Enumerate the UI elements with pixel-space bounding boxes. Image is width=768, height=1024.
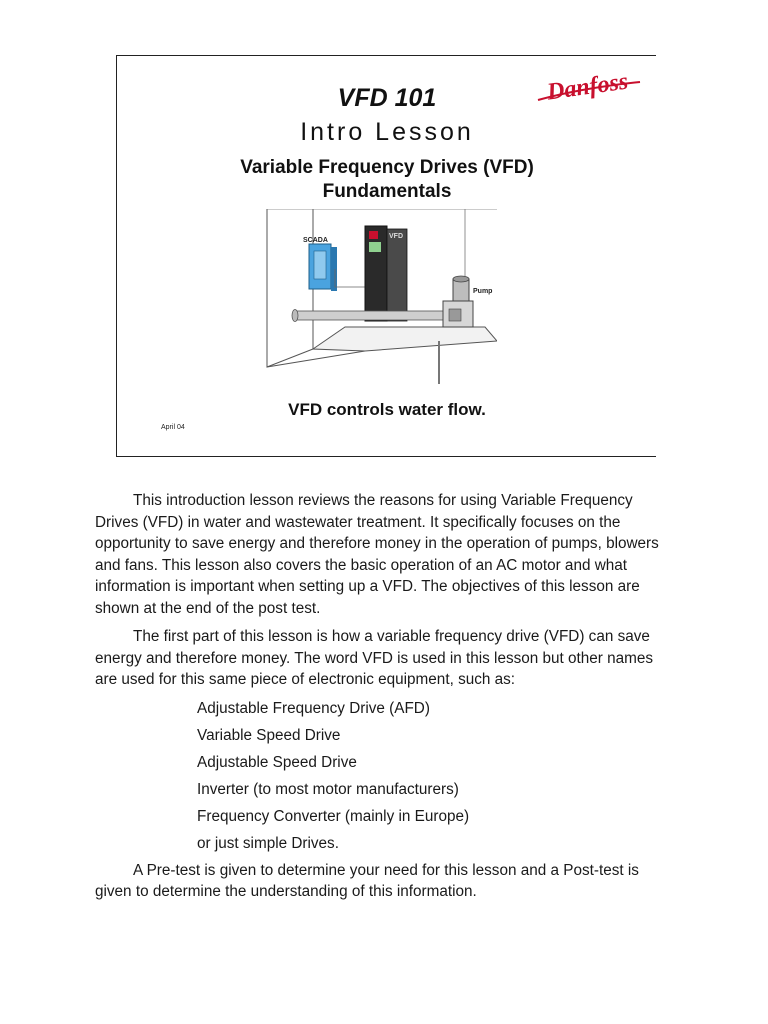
scada-label: SCADA <box>303 237 328 244</box>
list-item: Frequency Converter (mainly in Europe) <box>197 807 470 825</box>
pump <box>443 276 492 327</box>
scada-cabinet <box>303 237 337 291</box>
slide-caption: VFD controls water flow. <box>288 400 486 419</box>
vfd-cabinet <box>365 226 407 321</box>
list-item: Variable Speed Drive <box>197 726 341 744</box>
slide-heading-line1: Variable Frequency Drives (VFD) <box>240 157 534 178</box>
danfoss-logo <box>532 66 644 110</box>
slide-title: VFD 101 <box>337 84 437 112</box>
lesson-body <box>95 490 675 910</box>
vfd-label: VFD <box>389 233 403 240</box>
slide-subtitle: Intro Lesson <box>300 118 474 146</box>
tests-paragraph: A Pre-test is given to determine your need for this lesson and a Post-test is given to determine the understanding of this information. <box>95 861 639 900</box>
intro-paragraph: This introduction lesson reviews the reasons for using Variable Frequency Drives (VFD) in water and wastewater treatment. It specifically focuses on the opportunity to save energy and therefore money in the operation of pumps, blowers and fans. This lesson also covers the basic operation of an AC motor and what information is important when setting up a VFD. The objectives of this lesson are shown at the end of the post test. <box>95 492 659 617</box>
list-item: Inverter (to most motor manufacturers) <box>197 780 459 798</box>
pump-label: Pump <box>473 288 493 295</box>
title-slide <box>116 55 656 457</box>
slide-date: April 04 <box>161 424 185 431</box>
vfd-system-illustration <box>265 209 497 384</box>
list-item: Adjustable Frequency Drive (AFD) <box>197 699 430 717</box>
list-item: Adjustable Speed Drive <box>197 753 357 771</box>
slide-heading <box>117 156 657 204</box>
vfd-names-paragraph: The first part of this lesson is how a variable frequency drive (VFD) can save energy and therefore money. The word VFD is used in this lesson but other names are used for this same piece of electronic equipment, such as: <box>95 628 654 688</box>
vfd-names-list <box>95 698 675 855</box>
list-item: or just simple Drives. <box>197 834 339 852</box>
logo-text: Danfoss <box>545 68 630 106</box>
slide-heading-line2: Fundamentals <box>322 181 452 202</box>
